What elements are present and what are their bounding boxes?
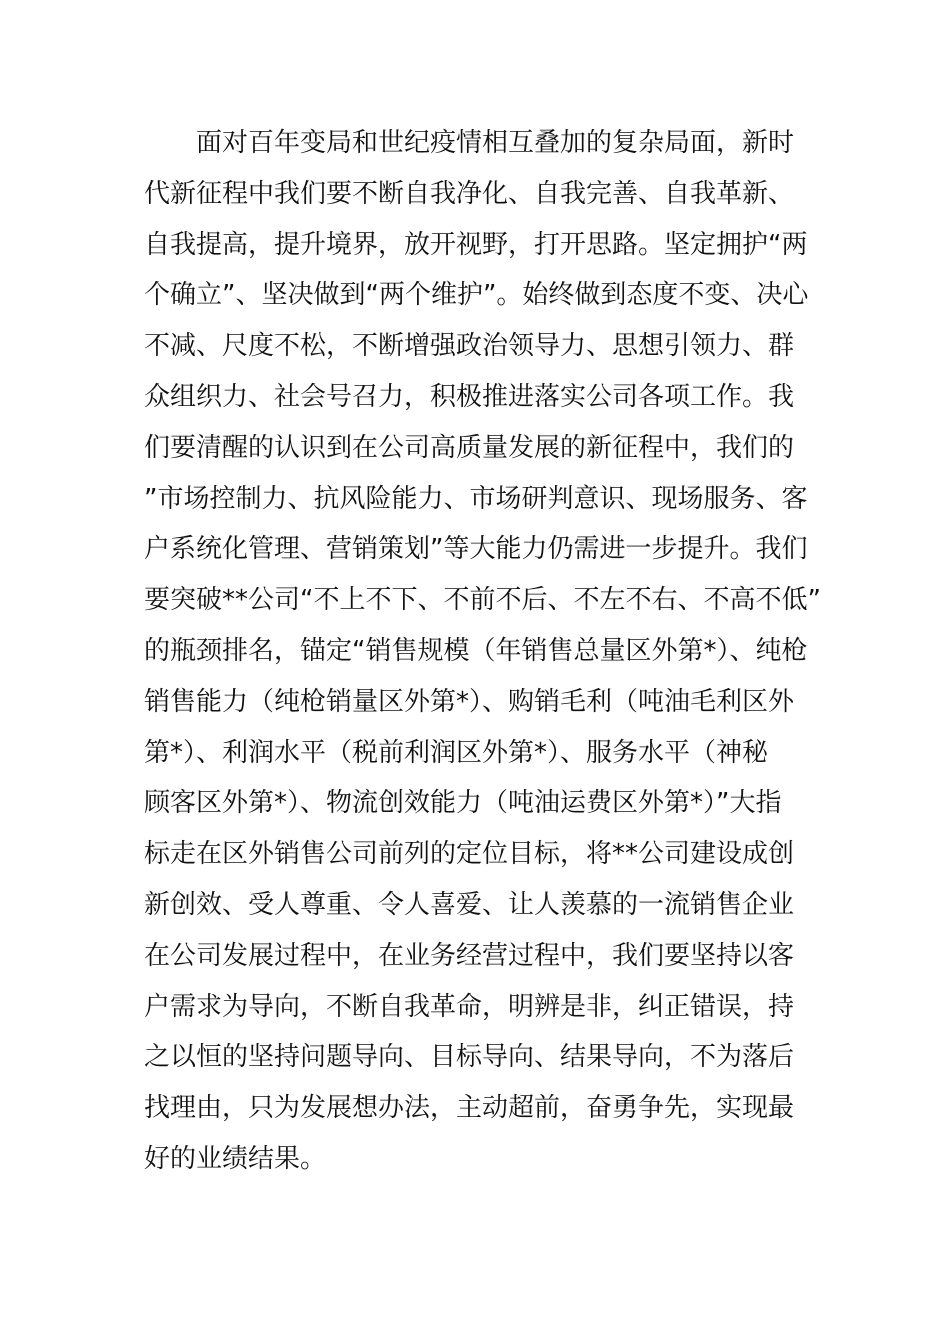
paragraph-line: 找理由，只为发展想办法，主动超前，奋勇争先，实现最 [144,1093,795,1124]
paragraph-line: 顾客区外第*）、物流创效能力（吨油运费区外第*）”大指 [144,788,782,819]
paragraph-line: 代新征程中我们要不断自我净化、自我完善、自我革新、 [144,178,795,209]
paragraph-line: 销售能力（纯枪销量区外第*）、购销毛利（吨油毛利区外 [144,686,795,717]
paragraph-line: 们要清醒的认识到在公司高质量发展的新征程中，我们的 [144,432,795,463]
paragraph-line: 户系统化管理、营销策划”等大能力仍需进一步提升。我们 [144,534,808,565]
paragraph-line: 第*）、利润水平（税前利润区外第*）、服务水平（神秘 [144,737,769,768]
paragraph-line: 新创效、受人尊重、令人喜爱、让人羡慕的一流销售企业 [144,889,795,920]
paragraph-line: ”市场控制力、抗风险能力、市场研判意识、现场服务、客 [144,483,808,514]
paragraph-line: 在公司发展过程中，在业务经营过程中，我们要坚持以客 [144,940,795,971]
paragraph-line: 标走在区外销售公司前列的定位目标，将**公司建设成创 [144,839,795,870]
paragraph-line: 之以恒的坚持问题导向、目标导向、结果导向，不为落后 [144,1042,795,1073]
body-paragraph [144,118,824,1185]
paragraph-line: 个确立”、坚决做到“两个维护”。始终做到态度不变、决心 [144,280,809,311]
paragraph-line: 要突破**公司“不上不下、不前不后、不左不右、不高不低” [144,585,821,616]
paragraph-line: 的瓶颈排名，锚定“销售规模（年销售总量区外第*）、纯枪 [144,635,808,666]
paragraph-line: 自我提高，提升境界，放开视野，打开思路。坚定拥护“两 [144,229,808,260]
paragraph-line: 不减、尺度不松，不断增强政治领导力、思想引领力、群 [144,331,795,362]
paragraph-line: 面对百年变局和世纪疫情相互叠加的复杂局面，新时 [144,128,795,158]
paragraph-line: 众组织力、社会号召力，积极推进落实公司各项工作。我 [144,381,795,412]
paragraph-line: 好的业绩结果。 [144,1143,327,1174]
paragraph-line: 户需求为导向，不断自我革命，明辨是非，纠正错误，持 [144,991,795,1022]
